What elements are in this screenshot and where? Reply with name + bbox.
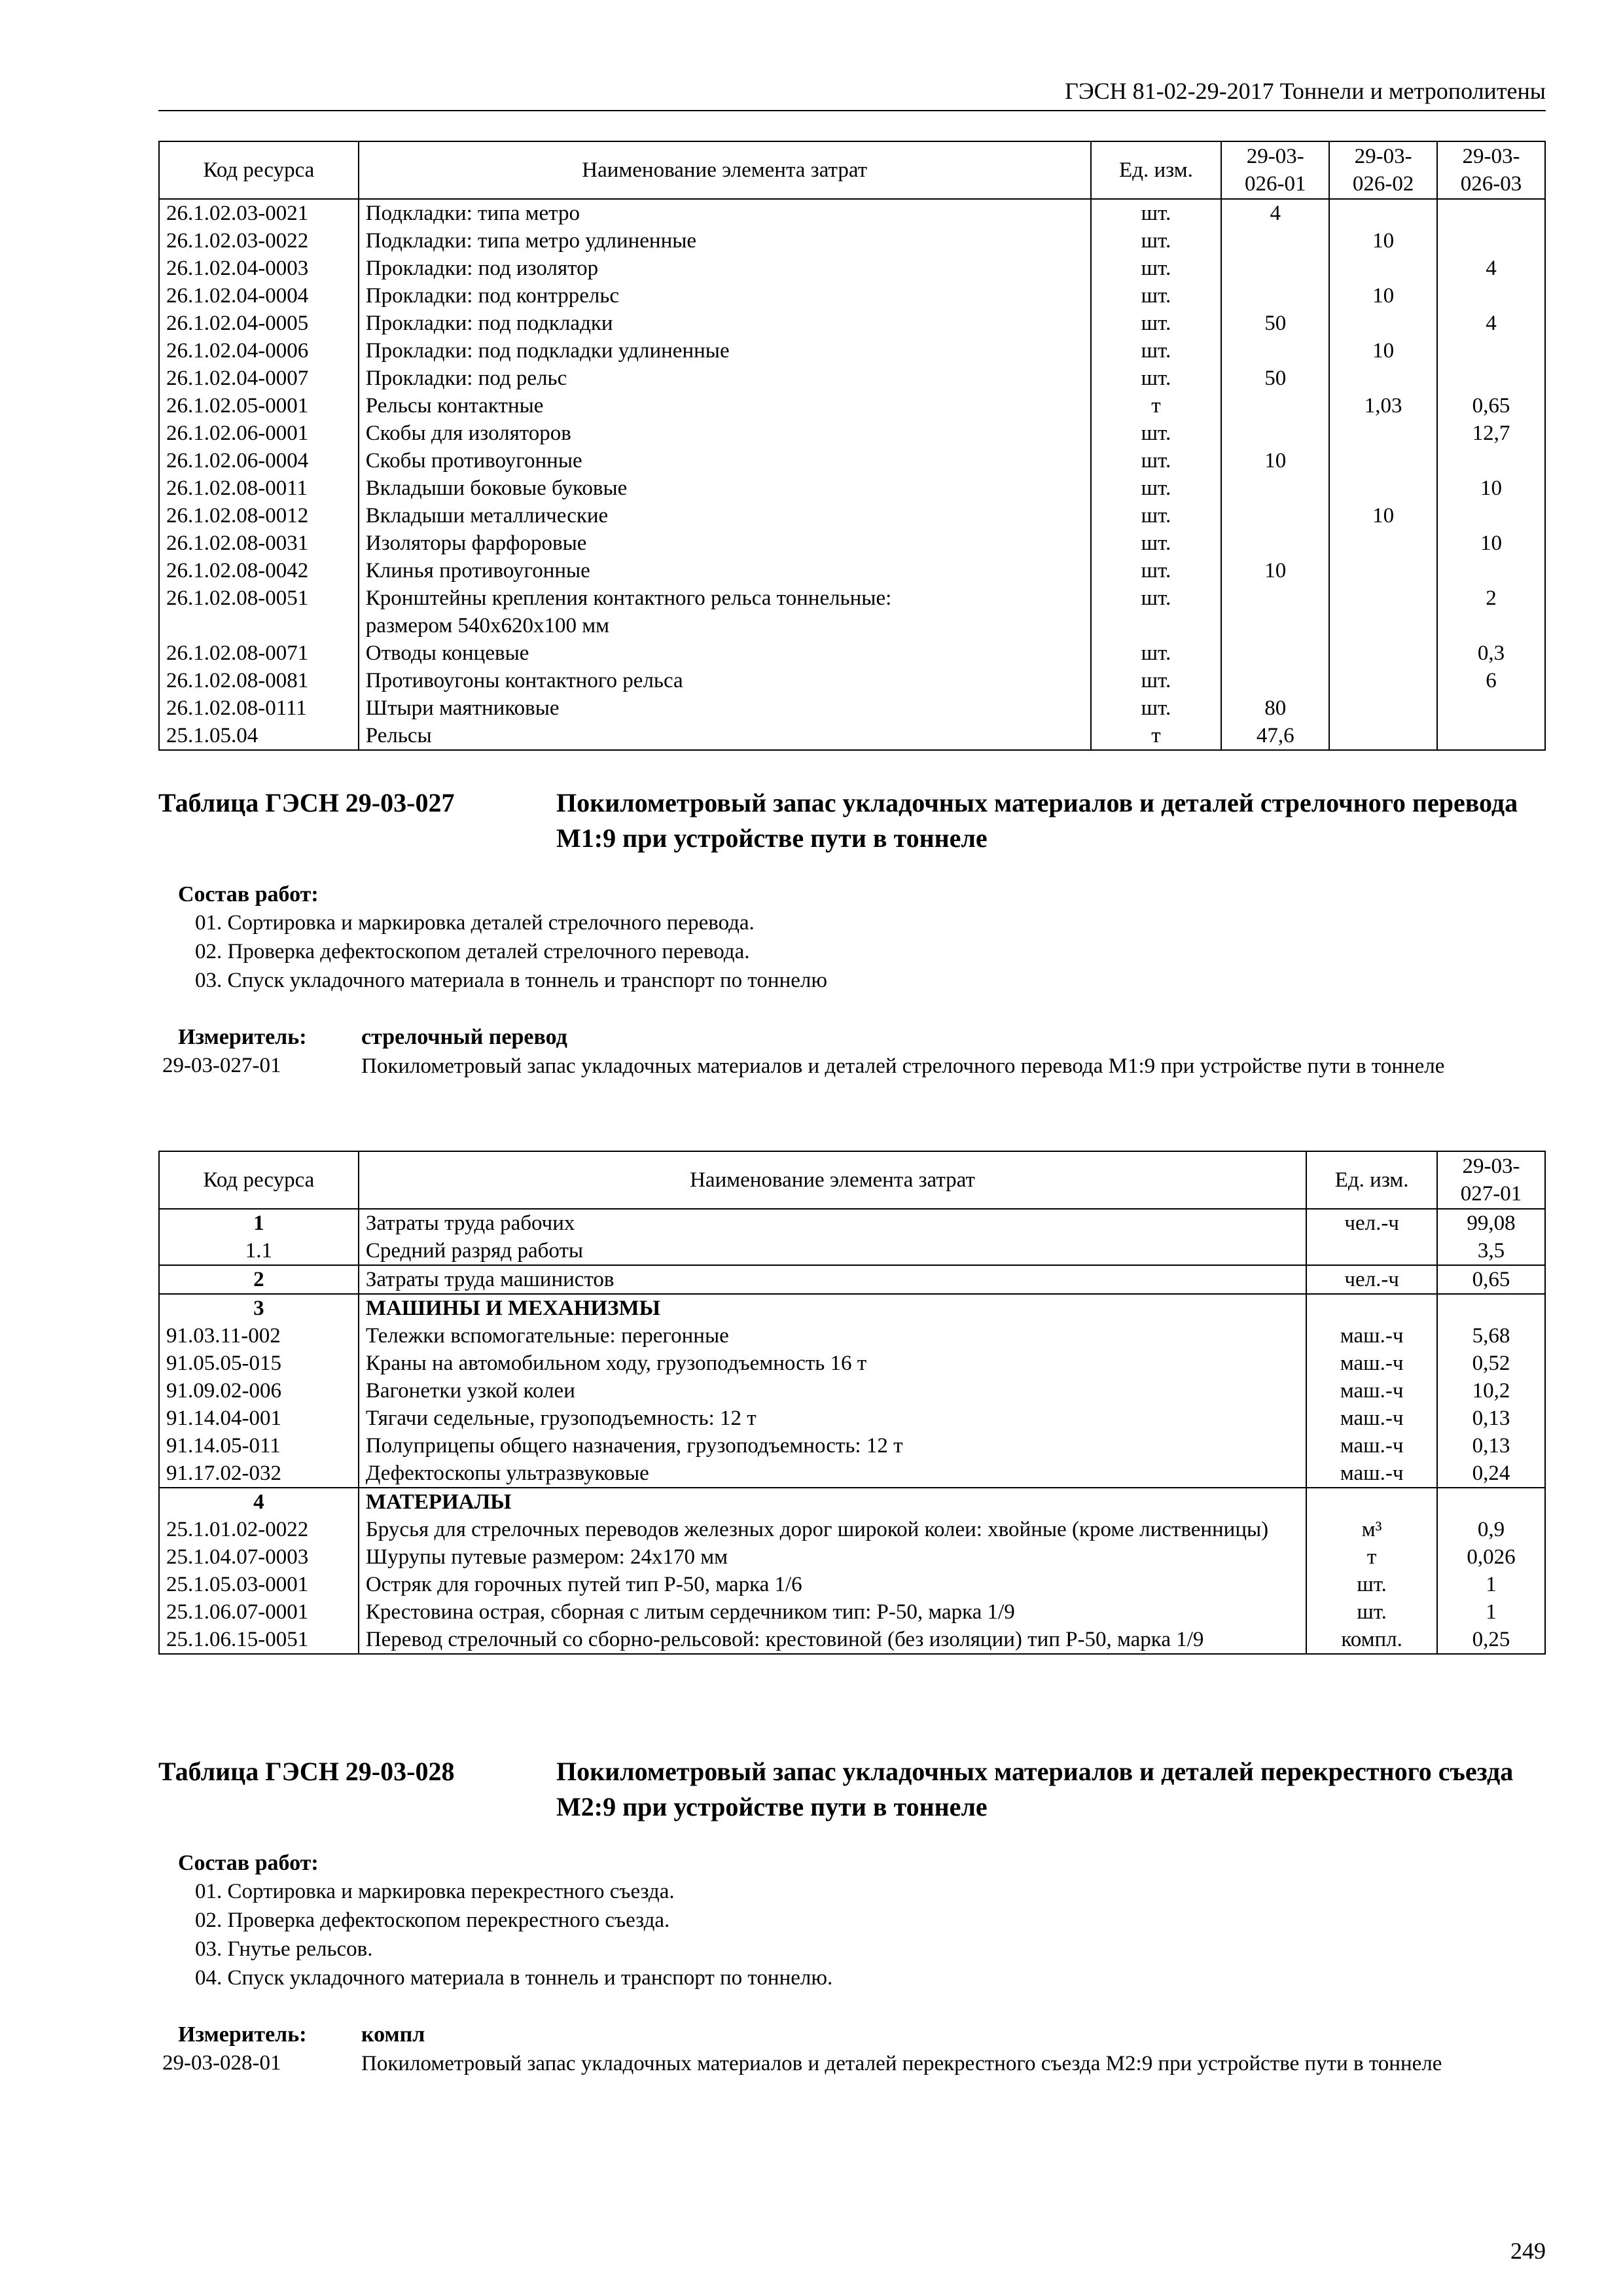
cell-026-02 bbox=[1329, 584, 1437, 639]
cell-code: 91.05.05-015 bbox=[159, 1350, 359, 1377]
cell-026-02 bbox=[1329, 199, 1437, 227]
cell-026-01: 47,6 bbox=[1221, 722, 1329, 750]
cell-code: 25.1.06.07-0001 bbox=[159, 1598, 359, 1626]
cell-026-03: 12,7 bbox=[1437, 420, 1545, 447]
col-header-027-01: 29-03- 027-01 bbox=[1437, 1151, 1545, 1209]
cell-name: Рельсы bbox=[359, 722, 1091, 750]
cell-unit: компл. bbox=[1306, 1626, 1437, 1654]
cell-code: 1 bbox=[159, 1209, 359, 1237]
cell-027-01 bbox=[1437, 1488, 1545, 1516]
col-header-026-03: 29-03- 026-03 bbox=[1437, 141, 1545, 199]
cell-027-01: 0,9 bbox=[1437, 1516, 1545, 1543]
table-row bbox=[159, 475, 1545, 502]
table-row bbox=[159, 1350, 1545, 1377]
cell-027-01: 3,5 bbox=[1437, 1237, 1545, 1265]
cell-unit: шт. bbox=[1306, 1598, 1437, 1626]
cell-027-01: 0,026 bbox=[1437, 1543, 1545, 1571]
cell-026-03 bbox=[1437, 199, 1545, 227]
composition-title-028: Состав работ: bbox=[178, 1851, 319, 1875]
cell-unit: шт. bbox=[1091, 584, 1222, 639]
table-row bbox=[159, 1543, 1545, 1571]
cell-026-01 bbox=[1221, 584, 1329, 639]
cell-026-02: 1,03 bbox=[1329, 392, 1437, 420]
cell-name: Дефектоскопы ультразвуковые bbox=[359, 1460, 1306, 1488]
cell-unit: шт. bbox=[1091, 639, 1222, 667]
cell-code: 91.09.02-006 bbox=[159, 1377, 359, 1405]
cell-unit: шт. bbox=[1091, 227, 1222, 255]
cell-026-01: 10 bbox=[1221, 447, 1329, 475]
table-row bbox=[159, 227, 1545, 255]
cell-027-01: 0,13 bbox=[1437, 1432, 1545, 1460]
cell-code: 26.1.02.08-0042 bbox=[159, 557, 359, 584]
cell-026-01 bbox=[1221, 282, 1329, 310]
cell-026-01 bbox=[1221, 475, 1329, 502]
table-code-028: Таблица ГЭСН 29-03-028 bbox=[158, 1757, 455, 1786]
cell-name: Отводы концевые bbox=[359, 639, 1091, 667]
table-title-028: Покилометровый запас укладочных материалов и деталей перекрестного съезда М2:9 при устройстве пути в тоннеле bbox=[556, 1757, 1514, 1821]
page-number: 249 bbox=[1510, 2238, 1546, 2264]
cell-026-02 bbox=[1329, 310, 1437, 337]
cell-code: 26.1.02.04-0003 bbox=[159, 255, 359, 282]
col-header-name: Наименование элемента затрат bbox=[359, 1151, 1306, 1209]
composition-item: 01. Сортировка и маркировка перекрестного съезда. bbox=[195, 1880, 675, 1903]
table-row bbox=[159, 1237, 1545, 1265]
page-header: ГЭСН 81-02-29-2017 Тоннели и метрополитены bbox=[158, 77, 1546, 111]
col-header-code: Код ресурса bbox=[159, 1151, 359, 1209]
cell-unit: шт. bbox=[1306, 1571, 1437, 1598]
table-row bbox=[159, 1322, 1545, 1350]
meter-unit-028: компл bbox=[361, 2022, 425, 2047]
cell-026-02 bbox=[1329, 694, 1437, 722]
cell-name: МАШИНЫ И МЕХАНИЗМЫ bbox=[359, 1294, 1306, 1322]
cell-027-01: 0,13 bbox=[1437, 1405, 1545, 1432]
cell-name: Брусья для стрелочных переводов железных дорог широкой колеи: хвойные (кроме лиственницы) bbox=[359, 1516, 1306, 1543]
cell-code: 91.03.11-002 bbox=[159, 1322, 359, 1350]
cell-026-02 bbox=[1329, 639, 1437, 667]
cell-026-01 bbox=[1221, 337, 1329, 365]
cell-code: 25.1.04.07-0003 bbox=[159, 1543, 359, 1571]
cell-026-03: 6 bbox=[1437, 667, 1545, 694]
cell-unit: маш.-ч bbox=[1306, 1432, 1437, 1460]
cell-code: 91.17.02-032 bbox=[159, 1460, 359, 1488]
item-code-028: 29-03-028-01 bbox=[162, 2051, 281, 2075]
cell-027-01 bbox=[1437, 1294, 1545, 1322]
cell-026-03 bbox=[1437, 722, 1545, 750]
item-desc-028: Покилометровый запас укладочных материалов и деталей перекрестного съезда М2:9 при устройстве пути в тоннеле bbox=[361, 2052, 1442, 2075]
cell-name: Подкладки: типа метро bbox=[359, 199, 1091, 227]
table-row bbox=[159, 1571, 1545, 1598]
cell-027-01: 5,68 bbox=[1437, 1322, 1545, 1350]
cell-name: Шурупы путевые размером: 24х170 мм bbox=[359, 1543, 1306, 1571]
cell-code: 26.1.02.08-0031 bbox=[159, 529, 359, 557]
composition-item: 04. Спуск укладочного материала в тоннель и транспорт по тоннелю. bbox=[195, 1966, 833, 1990]
cell-026-02 bbox=[1329, 447, 1437, 475]
cell-code: 26.1.02.08-0012 bbox=[159, 502, 359, 529]
cell-026-02 bbox=[1329, 255, 1437, 282]
cell-name: Вагонетки узкой колеи bbox=[359, 1377, 1306, 1405]
col-header-code: Код ресурса bbox=[159, 141, 359, 199]
cell-name: Кронштейны крепления контактного рельса тоннельные: размером 540х620х100 мм bbox=[359, 584, 1091, 639]
cell-name: Клинья противоугонные bbox=[359, 557, 1091, 584]
cell-code: 26.1.02.03-0021 bbox=[159, 199, 359, 227]
composition-item: 02. Проверка дефектоскопом перекрестного съезда. bbox=[195, 1909, 670, 1932]
cell-code: 3 bbox=[159, 1294, 359, 1322]
table-row bbox=[159, 1377, 1545, 1405]
cell-code: 26.1.02.03-0022 bbox=[159, 227, 359, 255]
cell-code: 26.1.02.08-0011 bbox=[159, 475, 359, 502]
table-row bbox=[159, 420, 1545, 447]
cell-name: Скобы для изоляторов bbox=[359, 420, 1091, 447]
cell-name: Затраты труда рабочих bbox=[359, 1209, 1306, 1237]
cell-026-02 bbox=[1329, 365, 1437, 392]
cell-unit: шт. bbox=[1091, 502, 1222, 529]
cell-name: Штыри маятниковые bbox=[359, 694, 1091, 722]
resource-table-027 bbox=[158, 1151, 1546, 1655]
item-desc-027: Покилометровый запас укладочных материалов и деталей стрелочного перевода М1:9 при устройстве пути в тоннеле bbox=[361, 1054, 1445, 1078]
cell-unit: шт. bbox=[1091, 337, 1222, 365]
table-row bbox=[159, 529, 1545, 557]
cell-name: Краны на автомобильном ходу, грузоподъемность 16 т bbox=[359, 1350, 1306, 1377]
table-row bbox=[159, 1626, 1545, 1654]
cell-name: Затраты труда машинистов bbox=[359, 1265, 1306, 1294]
cell-026-02: 10 bbox=[1329, 227, 1437, 255]
cell-code: 26.1.02.04-0007 bbox=[159, 365, 359, 392]
cell-name: Полуприцепы общего назначения, грузоподъемность: 12 т bbox=[359, 1432, 1306, 1460]
cell-026-01 bbox=[1221, 639, 1329, 667]
cell-unit bbox=[1306, 1294, 1437, 1322]
table-header-row bbox=[159, 1151, 1545, 1209]
cell-name: МАТЕРИАЛЫ bbox=[359, 1488, 1306, 1516]
cell-code: 26.1.02.08-0051 bbox=[159, 584, 359, 639]
cell-code: 26.1.02.04-0004 bbox=[159, 282, 359, 310]
table-row bbox=[159, 584, 1545, 639]
table-row bbox=[159, 1405, 1545, 1432]
cell-unit: маш.-ч bbox=[1306, 1460, 1437, 1488]
cell-026-01 bbox=[1221, 392, 1329, 420]
cell-unit: шт. bbox=[1091, 282, 1222, 310]
cell-026-02 bbox=[1329, 557, 1437, 584]
cell-name: Тягачи седельные, грузоподъемность: 12 т bbox=[359, 1405, 1306, 1432]
cell-code: 25.1.05.03-0001 bbox=[159, 1571, 359, 1598]
cell-026-01: 50 bbox=[1221, 365, 1329, 392]
cell-code: 26.1.02.04-0006 bbox=[159, 337, 359, 365]
cell-026-03: 0,3 bbox=[1437, 639, 1545, 667]
cell-027-01: 1 bbox=[1437, 1598, 1545, 1626]
cell-026-03 bbox=[1437, 282, 1545, 310]
cell-name: Прокладки: под контррельс bbox=[359, 282, 1091, 310]
table-row bbox=[159, 667, 1545, 694]
cell-code: 26.1.02.08-0071 bbox=[159, 639, 359, 667]
table-row bbox=[159, 1432, 1545, 1460]
meter-unit-027: стрелочный перевод bbox=[361, 1025, 567, 1049]
cell-026-01: 50 bbox=[1221, 310, 1329, 337]
cell-name: Средний разряд работы bbox=[359, 1237, 1306, 1265]
cell-026-03 bbox=[1437, 227, 1545, 255]
cell-026-02 bbox=[1329, 420, 1437, 447]
cell-unit: шт. bbox=[1091, 255, 1222, 282]
cell-027-01: 10,2 bbox=[1437, 1377, 1545, 1405]
table-row bbox=[159, 1488, 1545, 1516]
cell-027-01: 0,25 bbox=[1437, 1626, 1545, 1654]
cell-unit: шт. bbox=[1091, 529, 1222, 557]
cell-026-01 bbox=[1221, 502, 1329, 529]
cell-name: Прокладки: под подкладки удлиненные bbox=[359, 337, 1091, 365]
cell-name: Прокладки: под подкладки bbox=[359, 310, 1091, 337]
meter-label-027: Измеритель: bbox=[178, 1025, 307, 1049]
cell-026-01 bbox=[1221, 420, 1329, 447]
cell-name: Изоляторы фарфоровые bbox=[359, 529, 1091, 557]
cell-code: 2 bbox=[159, 1265, 359, 1294]
cell-026-01: 4 bbox=[1221, 199, 1329, 227]
table-row bbox=[159, 502, 1545, 529]
table-row bbox=[159, 310, 1545, 337]
table-header-row bbox=[159, 141, 1545, 199]
cell-name: Прокладки: под изолятор bbox=[359, 255, 1091, 282]
cell-name: Рельсы контактные bbox=[359, 392, 1091, 420]
cell-code: 4 bbox=[159, 1488, 359, 1516]
cell-unit: шт. bbox=[1091, 420, 1222, 447]
cell-026-03 bbox=[1437, 337, 1545, 365]
cell-name: Вкладыши боковые буковые bbox=[359, 475, 1091, 502]
cell-unit: шт. bbox=[1091, 694, 1222, 722]
cell-unit: т bbox=[1091, 392, 1222, 420]
table-row bbox=[159, 337, 1545, 365]
cell-026-02: 10 bbox=[1329, 282, 1437, 310]
col-header-unit: Ед. изм. bbox=[1306, 1151, 1437, 1209]
cell-unit: шт. bbox=[1091, 475, 1222, 502]
cell-name: Остряк для горочных путей тип Р-50, марка 1/6 bbox=[359, 1571, 1306, 1598]
cell-026-01 bbox=[1221, 529, 1329, 557]
table-row bbox=[159, 255, 1545, 282]
cell-026-01 bbox=[1221, 667, 1329, 694]
cell-027-01: 0,24 bbox=[1437, 1460, 1545, 1488]
composition-item: 01. Сортировка и маркировка деталей стрелочного перевода. bbox=[195, 911, 755, 935]
cell-027-01: 1 bbox=[1437, 1571, 1545, 1598]
cell-026-03: 4 bbox=[1437, 310, 1545, 337]
cell-026-03: 4 bbox=[1437, 255, 1545, 282]
cell-026-01: 80 bbox=[1221, 694, 1329, 722]
cell-026-03 bbox=[1437, 557, 1545, 584]
cell-name: Скобы противоугонные bbox=[359, 447, 1091, 475]
cell-026-01 bbox=[1221, 227, 1329, 255]
cell-unit: т bbox=[1306, 1543, 1437, 1571]
cell-026-02: 10 bbox=[1329, 337, 1437, 365]
resource-table-026 bbox=[158, 141, 1546, 751]
cell-026-03 bbox=[1437, 447, 1545, 475]
table-title-027: Покилометровый запас укладочных материалов и деталей стрелочного перевода М1:9 при устройстве пути в тоннеле bbox=[556, 788, 1518, 853]
table-row bbox=[159, 1516, 1545, 1543]
cell-unit: чел.-ч bbox=[1306, 1209, 1437, 1237]
cell-unit: шт. bbox=[1091, 557, 1222, 584]
composition-item: 03. Спуск укладочного материала в тоннель и транспорт по тоннелю bbox=[195, 969, 828, 992]
table-row bbox=[159, 447, 1545, 475]
table-row bbox=[159, 694, 1545, 722]
table-row bbox=[159, 365, 1545, 392]
table-row bbox=[159, 1460, 1545, 1488]
cell-code: 26.1.02.06-0004 bbox=[159, 447, 359, 475]
cell-unit: чел.-ч bbox=[1306, 1265, 1437, 1294]
cell-code: 26.1.02.04-0005 bbox=[159, 310, 359, 337]
cell-026-03: 10 bbox=[1437, 529, 1545, 557]
cell-unit: м³ bbox=[1306, 1516, 1437, 1543]
cell-026-02 bbox=[1329, 475, 1437, 502]
cell-027-01: 99,08 bbox=[1437, 1209, 1545, 1237]
cell-026-01: 10 bbox=[1221, 557, 1329, 584]
cell-026-03: 2 bbox=[1437, 584, 1545, 639]
cell-code: 26.1.02.08-0081 bbox=[159, 667, 359, 694]
table-row bbox=[159, 392, 1545, 420]
table-row bbox=[159, 1598, 1545, 1626]
cell-unit: т bbox=[1091, 722, 1222, 750]
meter-label-028: Измеритель: bbox=[178, 2022, 307, 2047]
cell-unit: маш.-ч bbox=[1306, 1377, 1437, 1405]
cell-unit bbox=[1306, 1488, 1437, 1516]
col-header-026-02: 29-03- 026-02 bbox=[1329, 141, 1437, 199]
cell-unit: маш.-ч bbox=[1306, 1350, 1437, 1377]
cell-026-03: 0,65 bbox=[1437, 392, 1545, 420]
cell-unit: шт. bbox=[1091, 199, 1222, 227]
cell-code: 25.1.01.02-0022 bbox=[159, 1516, 359, 1543]
cell-026-03 bbox=[1437, 694, 1545, 722]
cell-026-01 bbox=[1221, 255, 1329, 282]
cell-code: 1.1 bbox=[159, 1237, 359, 1265]
composition-title-027: Состав работ: bbox=[178, 882, 319, 906]
cell-unit: шт. bbox=[1091, 447, 1222, 475]
cell-code: 91.14.05-011 bbox=[159, 1432, 359, 1460]
cell-026-02 bbox=[1329, 529, 1437, 557]
cell-unit: маш.-ч bbox=[1306, 1322, 1437, 1350]
table-row bbox=[159, 557, 1545, 584]
cell-name: Тележки вспомогательные: перегонные bbox=[359, 1322, 1306, 1350]
table-row bbox=[159, 1294, 1545, 1322]
cell-unit: маш.-ч bbox=[1306, 1405, 1437, 1432]
cell-name: Прокладки: под рельс bbox=[359, 365, 1091, 392]
cell-027-01: 0,52 bbox=[1437, 1350, 1545, 1377]
col-header-026-01: 29-03- 026-01 bbox=[1221, 141, 1329, 199]
cell-code: 26.1.02.08-0111 bbox=[159, 694, 359, 722]
cell-unit: шт. bbox=[1091, 310, 1222, 337]
table-row bbox=[159, 1209, 1545, 1237]
table-code-027: Таблица ГЭСН 29-03-027 bbox=[158, 788, 455, 817]
cell-unit: шт. bbox=[1091, 667, 1222, 694]
cell-name: Крестовина острая, сборная с литым сердечником тип: Р-50, марка 1/9 bbox=[359, 1598, 1306, 1626]
cell-026-03: 10 bbox=[1437, 475, 1545, 502]
cell-name: Подкладки: типа метро удлиненные bbox=[359, 227, 1091, 255]
cell-code: 25.1.06.15-0051 bbox=[159, 1626, 359, 1654]
table-row bbox=[159, 639, 1545, 667]
col-header-unit: Ед. изм. bbox=[1091, 141, 1222, 199]
composition-item: 02. Проверка дефектоскопом деталей стрелочного перевода. bbox=[195, 940, 750, 963]
cell-code: 91.14.04-001 bbox=[159, 1405, 359, 1432]
item-code-027: 29-03-027-01 bbox=[162, 1054, 281, 1077]
cell-026-02 bbox=[1329, 667, 1437, 694]
table-row bbox=[159, 722, 1545, 750]
col-header-name: Наименование элемента затрат bbox=[359, 141, 1091, 199]
table-row bbox=[159, 199, 1545, 227]
cell-unit bbox=[1306, 1237, 1437, 1265]
cell-026-03 bbox=[1437, 365, 1545, 392]
cell-unit: шт. bbox=[1091, 365, 1222, 392]
composition-item: 03. Гнутье рельсов. bbox=[195, 1937, 373, 1961]
cell-code: 25.1.05.04 bbox=[159, 722, 359, 750]
cell-026-02 bbox=[1329, 722, 1437, 750]
cell-name: Вкладыши металлические bbox=[359, 502, 1091, 529]
table-row bbox=[159, 282, 1545, 310]
cell-name: Противоугоны контактного рельса bbox=[359, 667, 1091, 694]
cell-code: 26.1.02.05-0001 bbox=[159, 392, 359, 420]
cell-026-03 bbox=[1437, 502, 1545, 529]
cell-code: 26.1.02.06-0001 bbox=[159, 420, 359, 447]
table-row bbox=[159, 1265, 1545, 1294]
cell-027-01: 0,65 bbox=[1437, 1265, 1545, 1294]
cell-026-02: 10 bbox=[1329, 502, 1437, 529]
cell-name: Перевод стрелочный со сборно-рельсовой: крестовиной (без изоляции) тип Р-50, марка 1/9 bbox=[359, 1626, 1306, 1654]
